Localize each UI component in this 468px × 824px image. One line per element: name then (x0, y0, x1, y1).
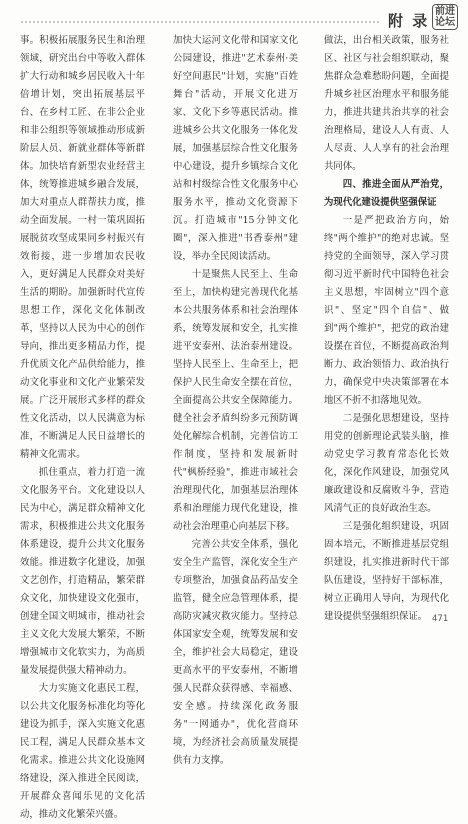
paragraph: 三是强化组织建设，巩固固本培元，不断推进基层党组织建设，扎实推进新时代干部队伍建设，坚持好干部标准，树立正确用人导向，为现代化建设提供坚强组织保证。 (324, 521, 449, 622)
paragraph: 加快大运河文化带和国家文化公园建设，推进"艺术泰州·美好空间惠民"计划，实施"百姓舞台"活动，开展文化进万家、文化下乡等惠民活动。推进城乡公共文化服务一体化发展，加强基层综合性文化服务中心建设，提升乡镇综合文化站和村级综合性文化服务中心服务水平，推动文化资源下沉。打造城市"15分钟文化圈"，深入推进"书香泰州"建设，举办全民阅读活动。 (173, 35, 298, 262)
journal-logo: 前进 论坛 (432, 4, 458, 30)
paragraph: 二是强化思想建设，坚持用党的创新理论武装头脑，推动党史学习教育常态化长效化，深化作风建设，加强党风廉政建设和反腐败斗争，营造风清气正的良好政治生态。 (324, 413, 449, 514)
page-number: 471 (432, 614, 449, 624)
section-title: 附 录 (388, 12, 430, 30)
section-heading: 四、推进全面从严治党，为现代化建设提供坚强保证 (324, 179, 449, 208)
paragraph: 十是聚焦人民至上、生命至上，加快构建完善现代化基本公共服务体系和社会治理体系，统筹发展和安全，扎实推进平安泰州、法治泰州建设。坚持人民至上、生命至上，把保护人民生命安全摆在首位，全面提高公共安全保障能力。健全社会矛盾纠纷多元预防调处化解综合机制，完善信访工作制度，坚持和发展新时代"枫桥经验"，推进市域社会治理现代化，加强基层治理体系和治理能力现代化建设，推动社会治理重心向基层下移。 (173, 269, 298, 532)
paragraph: 抓住重点，着力打造一流文化服务平台。文化建设以人民为中心，满足群众精神文化需求，积极推进公共文化服务体系建设，提升公共文化服务效能。推进数字化建设，加强文艺创作，打造精品，繁荣群众文化，加快建设文化强市，创建全国文明城市，推动社会主义文化大发展大繁荣，不断增强城市文化软实力，为高质量发展提供强大精神动力。 (20, 467, 145, 676)
paragraph: 一是严把政治方向，始终"两个维护"的绝对忠诚。坚持党的全面领导，深入学习贯彻习近平新时代中国特色社会主义思想，牢固树立"四个意识"、坚定"四个自信"、做到"两个维护"，把党的政治建设摆在首位，不断提高政治判断力、政治领悟力、政治执行力，确保党中央决策部署在本地区不折不扣落地见效。 (324, 215, 449, 406)
paragraph: 事。积极拓展服务民生和治理领域，研究出台中等收入群体扩大行动和城乡居民收入十年倍增计划，突出拓展基层平台、在乡村工匠、在非公企业和非公组织等领域推动形成新阶层人员、新就业群体等新群体。加快培育新型农业经营主体，统筹推进城乡融合发展，加大对重点人群帮扶力度，推动全面发展。一村一策巩固拓展脱贫攻坚成果同乡村振兴有效衔接，进一步增加农民收入，更好满足人民群众对美好生活的期盼。加强新时代宣传思想工作，深化文化体制改革，坚持以人民为中心的创作导向，推出更多精品力作，提升优质文化产品供给能力，推动文化事业和文化产业繁荣发展。广泛开展形式多样的群众性文化活动，以人民满意为标准，不断满足人民日益增长的精神文化需求。 (20, 35, 145, 460)
paragraph: 做法，出台相关政策，服务社区、社区与社会组织联动，聚焦群众急难愁盼问题，全面提升城乡社区治理水平和服务能力，推进共建共治共享的社会治理格局，建设人人有责、人人尽责、人人享有的社会治理共同体。 (324, 35, 449, 172)
text-column-1 (20, 32, 145, 820)
paragraph: 完善公共安全体系，强化安全生产监管，深化安全生产专项整治，加强食品药品安全监管，健全应急管理体系，提高防灾减灾救灾能力。坚持总体国家安全观，统筹发展和安全，维护社会大局稳定，建设更高水平的平安泰州，不断增强人民群众获得感、幸福感、安全感。持续深化政务服务"一网通办"，优化营商环境，为经济社会高质量发展提供有力支撑。 (173, 539, 298, 766)
text-column-2 (173, 32, 298, 766)
header-dotted-rule (20, 20, 380, 24)
paragraph: 大力实施文化惠民工程，以公共文化服务标准化均等化建设为抓手，深入实施文化惠民工程，满足人民群众基本文化需求。推进公共文化设施网络建设，深入推进全民阅读，开展群众喜闻乐见的文化活动，推动文化繁荣兴盛。 (20, 683, 145, 820)
